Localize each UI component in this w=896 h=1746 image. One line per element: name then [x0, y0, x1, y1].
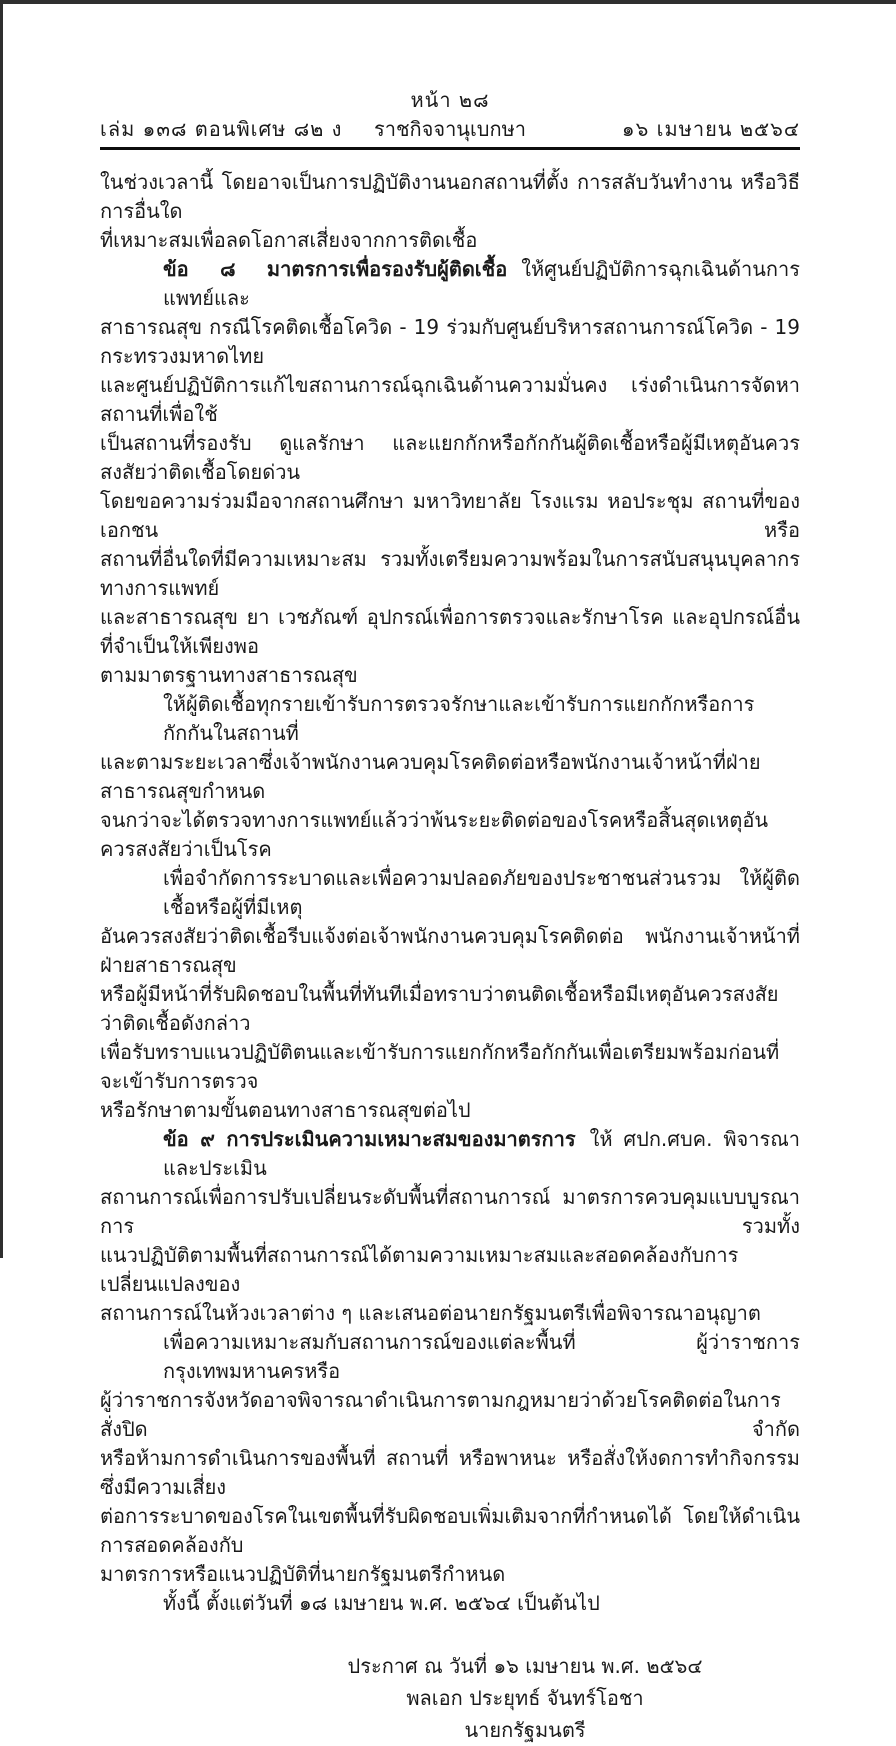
- body-line: เพื่อจำกัดการระบาดและเพื่อความปลอดภัยของประชาชนส่วนรวม ให้ผู้ติดเชื้อหรือผู้ที่มีเหตุ: [163, 866, 800, 919]
- body-line: อันควรสงสัยว่าติดเชื้อรีบแจ้งต่อเจ้าพนักงานควบคุมโรคติดต่อ พนักงานเจ้าหน้าที่ฝ่ายสาธารณสุข: [100, 924, 800, 977]
- body-line: หรือห้ามการดำเนินการของพื้นที่ สถานที่ หรือพาหนะ หรือสั่งให้งดการทำกิจกรรมซึ่งมีความเสี่ยง: [100, 1446, 800, 1499]
- body-line-text: ให้ ศปก.ศบค. พิจารณาและประเมิน: [163, 1127, 800, 1180]
- section-8-heading: ข้อ ๘ มาตรการเพื่อรองรับผู้ติดเชื้อ: [163, 257, 508, 281]
- proclamation-date-line: ประกาศ ณ วันที่ ๑๖ เมษายน พ.ศ. ๒๕๖๔: [347, 1654, 703, 1678]
- paragraph-effective-date: [100, 1589, 800, 1618]
- paragraph-section-8: [100, 255, 800, 690]
- paragraph-notification: [100, 864, 800, 1125]
- body-line: และตามระยะเวลาซึ่งเจ้าพนักงานควบคุมโรคติดต่อหรือพนักงานเจ้าหน้าที่ฝ่ายสาธารณสุขกำหนด: [100, 750, 761, 803]
- body-line: หรือรักษาตามขั้นตอนทางสาธารณสุขต่อไป: [100, 1098, 471, 1122]
- body-line: เป็นสถานที่รองรับ ดูแลรักษา และแยกกักหรือกักกันผู้ติดเชื้อหรือผู้มีเหตุอันควรสงสัยว่าติดเชื้อโดยด่วน: [100, 431, 800, 484]
- signature-block: [250, 1650, 800, 1746]
- gazette-name: ราชกิจจานุเบกษา: [373, 117, 527, 141]
- body-line: เพื่อรับทราบแนวปฏิบัติตนและเข้ารับการแยกกักหรือกักกันเพื่อเตรียมพร้อมก่อนที่จะเข้ารับการตรวจ: [100, 1040, 780, 1093]
- body-line: สถานการณ์ในห้วงเวลาต่าง ๆ และเสนอต่อนายกรัฐมนตรีเพื่อพิจารณาอนุญาต: [100, 1301, 761, 1325]
- issue-date: ๑๖ เมษายน ๒๕๖๔: [621, 117, 800, 141]
- paragraph-section-9: [100, 1125, 800, 1328]
- header-rule: [100, 147, 800, 150]
- gazette-page: [100, 0, 800, 1746]
- body-line: สถานที่อื่นใดที่มีความเหมาะสม รวมทั้งเตรียมความพร้อมในการสนับสนุนบุคลากรทางการแพทย์: [100, 547, 800, 600]
- body-line: ต่อการระบาดของโรคในเขตพื้นที่รับผิดชอบเพิ่มเติมจากที่กำหนดได้ โดยให้ดำเนินการสอดคล้องกับ: [100, 1504, 800, 1557]
- volume-info: เล่ม ๑๓๘ ตอนพิเศษ ๘๒ ง: [100, 117, 343, 141]
- signer-title: นายกรัฐมนตรี: [464, 1718, 586, 1742]
- page-number: หน้า ๒๘: [410, 88, 490, 112]
- body-line: และสาธารณสุข ยา เวชภัณฑ์ อุปกรณ์เพื่อการตรวจและรักษาโรค และอุปกรณ์อื่นที่จำเป็นให้เพียงพอ: [100, 605, 800, 658]
- body-line: เพื่อความเหมาะสมกับสถานการณ์ของแต่ละพื้นที่ ผู้ว่าราชการกรุงเทพมหานครหรือ: [163, 1330, 800, 1383]
- body-line-text: ให้ศูนย์ปฏิบัติการฉุกเฉินด้านการแพทย์และ: [163, 257, 800, 310]
- body-line: สาธารณสุข กรณีโรคติดเชื้อโควิด - 19 ร่วมกับศูนย์บริหารสถานการณ์โควิด - 19 กระทรวงมหาดไทย: [100, 315, 800, 368]
- body-line: ที่เหมาะสมเพื่อลดโอกาสเสี่ยงจากการติดเชื้อ: [100, 228, 478, 252]
- body-line: แนวปฏิบัติตามพื้นที่สถานการณ์ได้ตามความเหมาะสมและสอดคล้องกับการเปลี่ยนแปลงของ: [100, 1243, 739, 1296]
- body-line: ทั้งนี้ ตั้งแต่วันที่ ๑๘ เมษายน พ.ศ. ๒๕๖๔ เป็นต้นไป: [163, 1591, 600, 1615]
- paragraph-isolation: [100, 690, 800, 864]
- body-line: [100, 255, 800, 313]
- body-line: และศูนย์ปฏิบัติการแก้ไขสถานการณ์ฉุกเฉินด้านความมั่นคง เร่งดำเนินการจัดหาสถานที่เพื่อใช้: [100, 373, 800, 426]
- document-body: [100, 168, 800, 1618]
- body-line: ตามมาตรฐานทางสาธารณสุข: [100, 663, 358, 687]
- paragraph-governor-powers: [100, 1328, 800, 1589]
- body-line: หรือผู้มีหน้าที่รับผิดชอบในพื้นที่ทันทีเมื่อทราบว่าตนติดเชื้อหรือมีเหตุอันควรสงสัยว่าติดเชื้อดังกล่าว: [100, 982, 779, 1035]
- body-line: จนกว่าจะได้ตรวจทางการแพทย์แล้วว่าพ้นระยะติดต่อของโรคหรือสิ้นสุดเหตุอันควรสงสัยว่าเป็นโรค: [100, 808, 769, 861]
- paragraph-continuation: [100, 168, 800, 255]
- body-line: [100, 1125, 800, 1183]
- gazette-header: [100, 115, 800, 144]
- body-line: ในช่วงเวลานี้ โดยอาจเป็นการปฏิบัติงานนอกสถานที่ตั้ง การสลับวันทำงาน หรือวิธีการอื่นใด: [100, 170, 800, 223]
- body-line: สถานการณ์เพื่อการปรับเปลี่ยนระดับพื้นที่สถานการณ์ มาตรการควบคุมแบบบูรณาการ รวมทั้ง: [100, 1185, 800, 1238]
- body-line: ให้ผู้ติดเชื้อทุกรายเข้ารับการตรวจรักษาและเข้ารับการแยกกักหรือการกักกันในสถานที่: [163, 692, 755, 745]
- page-edge-left: [0, 0, 3, 1258]
- body-line: โดยขอความร่วมมือจากสถานศึกษา มหาวิทยาลัย โรงแรม หอประชุม สถานที่ของเอกชน หรือ: [100, 489, 800, 542]
- section-9-heading: ข้อ ๙ การประเมินความเหมาะสมของมาตรการ: [163, 1127, 576, 1151]
- body-line: ผู้ว่าราชการจังหวัดอาจพิจารณาดำเนินการตามกฎหมายว่าด้วยโรคติดต่อในการสั่งปิด จำกัด: [100, 1388, 800, 1441]
- body-line: มาตรการหรือแนวปฏิบัติที่นายกรัฐมนตรีกำหนด: [100, 1562, 506, 1586]
- signer-name: พลเอก ประยุทธ์ จันทร์โอชา: [406, 1686, 644, 1710]
